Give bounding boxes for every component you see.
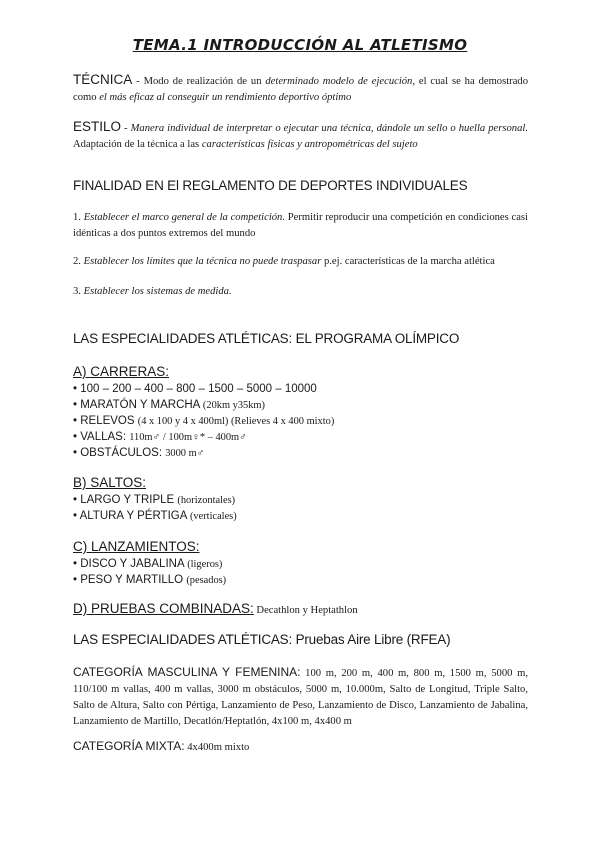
- combinadas-title: D) PRUEBAS COMBINADAS:: [73, 601, 254, 616]
- item-main: • VALLAS:: [73, 431, 130, 443]
- combinadas-note: Decathlon y Heptathlon: [253, 605, 358, 616]
- finalidad-item-2: [73, 254, 528, 270]
- item-main: • RELEVOS: [73, 415, 138, 427]
- categoria-mixta: [73, 738, 528, 756]
- tecnica-text-3: el cual se ha demostrado como: [73, 76, 528, 103]
- item-main: • PESO Y MARTILLO: [73, 574, 187, 586]
- item-main: • ALTURA Y PÉRTIGA: [73, 510, 190, 522]
- item-note: 3000 m♂: [165, 448, 205, 459]
- definition-tecnica: [73, 72, 528, 106]
- combinadas-line: [73, 600, 528, 618]
- item-note: (verticales): [189, 511, 237, 522]
- definition-estilo: [73, 119, 528, 153]
- carreras-item-relevos: [73, 413, 528, 430]
- aire-libre-heading: LAS ESPECIALIDADES ATLÉTICAS: Pruebas Aire Libre (RFEA): [73, 632, 451, 647]
- item-italic: Establecer los sistemas de medida.: [83, 286, 232, 297]
- item-number: 2.: [73, 256, 84, 267]
- tecnica-text-1: - Modo de realización de un: [132, 76, 266, 87]
- estilo-text-3: Adaptación de la técnica a las: [73, 139, 202, 150]
- especialidades-heading: LAS ESPECIALIDADES ATLÉTICAS: EL PROGRAMA OLÍMPICO: [73, 331, 460, 346]
- tecnica-text-4: el más eficaz al conseguir un rendimiento deportivo óptimo: [99, 92, 352, 103]
- estilo-text-2: Manera individual de interpretar o ejecutar una técnica, dándole un sello o huella personal.: [130, 123, 528, 134]
- item-number: 1.: [73, 212, 84, 223]
- categoria-text: 100 m, 200 m, 400 m, 800 m, 1500 m, 5000 m, 110/100 m vallas, 400 m vallas, 3000 m obstáculos, 5000 m, 10.000m, Salto de Longitud, Triple Salto, Salto de Altura, Salto con Pértiga, Lanzamiento de Peso, Lanzamiento de Disco, Lanzamiento de Jabalina, Lanzamiento de Martillo, Decatlón/Heptatlón, 4x100 m, 4x400 m: [73, 668, 528, 727]
- finalidad-heading: FINALIDAD EN El REGLAMENTO DE DEPORTES INDIVIDUALES: [73, 178, 468, 193]
- carreras-item-vallas: [73, 429, 528, 446]
- categoria-label: CATEGORÍA MIXTA:: [73, 739, 185, 753]
- item-note: (pesados): [186, 575, 227, 586]
- estilo-text-1: -: [121, 123, 131, 134]
- item-main: • OBSTÁCULOS:: [73, 447, 166, 459]
- item-rest: Permitir reproducir una competición en condiciones casi idénticas a dos puntos extremos del mundo: [73, 212, 528, 239]
- item-rest: p.ej. características de la marcha atlética: [321, 256, 495, 267]
- term-tecnica: TÉCNICA: [73, 72, 133, 87]
- categoria-label: CATEGORÍA MASCULINA Y FEMENINA:: [73, 665, 301, 679]
- document-title: TEMA.1 INTRODUCCIÓN AL ATLETISMO: [132, 36, 468, 54]
- categoria-text: 4x400m mixto: [184, 742, 250, 753]
- lanzamientos-item-peso: [73, 572, 528, 589]
- item-main: • DISCO Y JABALINA: [73, 558, 188, 570]
- finalidad-item-3: [73, 284, 528, 300]
- carreras-item-obstaculos: [73, 445, 528, 462]
- item-italic: Establecer el marco general de la competición.: [83, 212, 286, 223]
- carreras-title: A) CARRERAS:: [73, 364, 170, 379]
- tecnica-text-2: determinado modelo de ejecución,: [265, 76, 416, 87]
- categoria-masculina-femenina: [73, 664, 528, 730]
- saltos-item-altura: [73, 508, 528, 525]
- item-note: 110m♂ / 100m♀* – 400m♂: [129, 432, 247, 443]
- estilo-text-4: características físicas y antropométricas del sujeto: [201, 139, 418, 150]
- item-italic: Establecer los límites que la técnica no puede traspasar: [83, 256, 322, 267]
- carreras-item-distances: • 100 – 200 – 400 – 800 – 1500 – 5000 – 10000: [73, 383, 317, 395]
- lanzamientos-title: C) LANZAMIENTOS:: [73, 539, 200, 554]
- item-main: • LARGO Y TRIPLE: [73, 494, 178, 506]
- finalidad-item-1: [73, 210, 528, 242]
- carreras-item-maraton: [73, 397, 528, 414]
- item-note: (ligeros): [187, 559, 223, 570]
- item-note: (horizontales): [177, 495, 236, 506]
- term-estilo: ESTILO: [73, 119, 122, 134]
- lanzamientos-item-disco: [73, 556, 528, 573]
- item-note: (4 x 100 y 4 x 400ml) (Relieves 4 x 400 mixto): [137, 416, 335, 427]
- item-note: (20km y35km): [202, 400, 265, 411]
- item-main: • MARATÓN Y MARCHA: [73, 399, 203, 411]
- saltos-item-largo: [73, 492, 528, 509]
- item-number: 3.: [73, 286, 84, 297]
- saltos-title: B) SALTOS:: [73, 475, 147, 490]
